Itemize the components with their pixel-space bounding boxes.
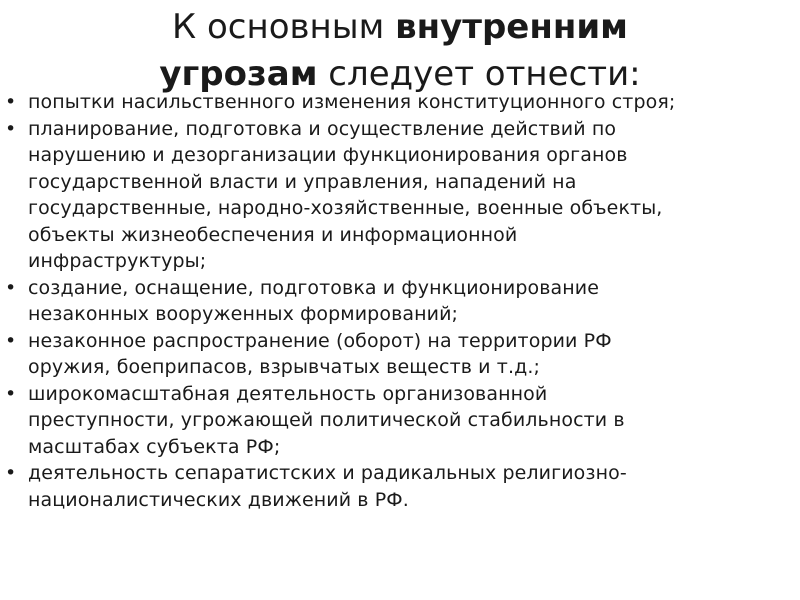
bullet-text bbox=[28, 89, 800, 116]
title-text-plain-1: К основным bbox=[172, 7, 396, 47]
bullet-dot-icon: • bbox=[5, 382, 17, 405]
bullet-item bbox=[0, 275, 800, 328]
bullet-line: планирование, подготовка и осуществление действий по bbox=[28, 117, 617, 140]
bullet-line: попытки насильственного изменения конституционного строя; bbox=[28, 91, 676, 113]
bullet-line: масштабах субъекта РФ; bbox=[28, 435, 281, 458]
bullet-line: незаконное распространение (оборот) на территории РФ bbox=[28, 329, 612, 352]
bullet-dot-icon: • bbox=[5, 462, 17, 484]
title-line-1 bbox=[0, 4, 800, 51]
bullet-line: незаконных вооруженных формирований; bbox=[28, 303, 459, 325]
bullet-line: создание, оснащение, подготовка и функционирование bbox=[28, 276, 600, 299]
title-text-bold-1: внутренним bbox=[395, 7, 628, 47]
bullet-line: государственные, народно-хозяйственные, военные объекты, bbox=[28, 197, 663, 219]
bullet-text bbox=[28, 381, 800, 461]
bullet-text bbox=[28, 328, 800, 381]
bullet-item bbox=[0, 89, 800, 116]
bullet-text bbox=[28, 275, 800, 328]
bullet-dot-icon: • bbox=[5, 276, 17, 299]
slide-title bbox=[0, 4, 800, 98]
bullet-line: националистических движений в РФ. bbox=[28, 488, 409, 511]
bullet-text bbox=[28, 116, 800, 275]
bullet-dot-icon: • bbox=[5, 329, 17, 352]
bullet-line: государственной власти и управления, нападений на bbox=[28, 170, 577, 193]
bullet-line: широкомасштабная деятельность организованной bbox=[28, 382, 548, 405]
bullet-item bbox=[0, 381, 800, 461]
bullet-line: нарушению и дезорганизации функционирования органов bbox=[28, 144, 628, 166]
bullet-line: преступности, угрожающей политической стабильности в bbox=[28, 409, 625, 431]
threat-bullet-list bbox=[0, 89, 800, 513]
title-text-bold-2: угрозам bbox=[159, 54, 318, 94]
bullet-line: инфраструктуры; bbox=[28, 250, 207, 272]
bullet-item bbox=[0, 116, 800, 275]
bullet-line: оружия, боеприпасов, взрывчатых веществ и т.д.; bbox=[28, 356, 540, 378]
bullet-dot-icon: • bbox=[5, 91, 17, 113]
bullet-dot-icon: • bbox=[5, 117, 17, 140]
title-text-plain-2: следует отнести: bbox=[317, 54, 641, 94]
bullet-item bbox=[0, 328, 800, 381]
bullet-line: объекты жизнеобеспечения и информационной bbox=[28, 223, 518, 246]
bullet-line: деятельность сепаратистских и радикальных религиозно- bbox=[28, 462, 627, 484]
bullet-text bbox=[28, 460, 800, 513]
bullet-item bbox=[0, 460, 800, 513]
